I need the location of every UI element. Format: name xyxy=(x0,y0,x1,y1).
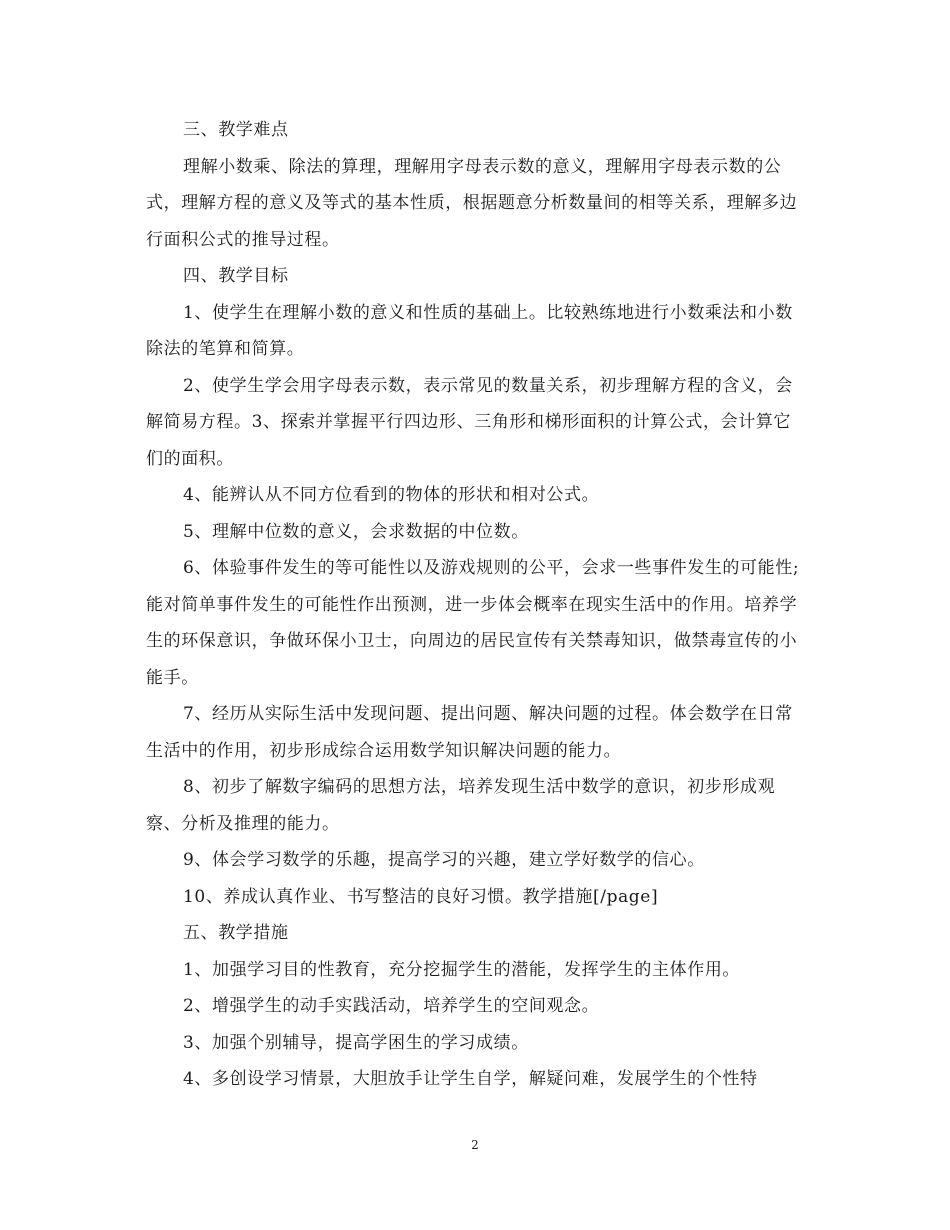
goal-item-4: 4、能辨认从不同方位看到的物体的形状和相对公式。 xyxy=(183,485,600,505)
goal-item-10: 10、养成认真作业、书写整洁的良好习惯。教学措施[/page] xyxy=(183,886,659,907)
goal-item-1: 1、使学生在理解小数的意义和性质的基础上。比较熟练地进行小数乘法和小数除法的笔算和简算。 xyxy=(146,302,793,359)
goal-item-7: 7、经历从实际生活中发现问题、提出问题、解决问题的过程。体会数学在日常生活中的作用，初步形成综合运用数学知识解决问题的能力。 xyxy=(146,704,793,761)
measure-item-3: 3、加强个别辅导，提高学困生的学习成绩。 xyxy=(183,1032,529,1053)
paragraph-difficulties-text: 理解小数乘、除法的算理，理解用字母表示数的意义，理解用字母表示数的公式，理解方程的意义及等式的基本性质，根据题意分析数量间的相等关系，理解多边行面积公式的推导过程。 xyxy=(146,156,798,250)
section-heading-teaching-measures: 五、教学措施 xyxy=(183,923,289,943)
measure-item-2: 2、增强学生的动手实践活动，培养学生的空间观念。 xyxy=(183,996,600,1016)
measure-item-4: 4、多创设学习情景，大胆放手让学生自学，解疑问难，发展学生的个性特 xyxy=(183,1069,758,1089)
goal-item-5: 5、理解中位数的意义，会求数据的中位数。 xyxy=(183,521,529,542)
page-number: 2 xyxy=(471,1138,479,1152)
section-heading-teaching-difficulties: 三、教学难点 xyxy=(183,120,289,140)
goal-item-6: 6、体验事件发生的等可能性以及游戏规则的公平，会求一些事件发生的可能性;能对简单事件发生的可能性作出预测，进一步体会概率在现实生活中的作用。培养学生的环保意识，争做环保小卫士，向周边的居民宣传有关禁毒知识，做禁毒宣传的小能手。 xyxy=(146,558,800,688)
goal-item-2-3: 2、使学生学会用字母表示数，表示常见的数量关系，初步理解方程的含义，会解简易方程。3、探索并掌握平行四边形、三角形和梯形面积的计算公式，会计算它们的面积。 xyxy=(146,375,793,469)
measure-item-1: 1、加强学习目的性教育，充分挖掘学生的潜能，发挥学生的主体作用。 xyxy=(183,959,741,980)
goal-item-8: 8、初步了解数字编码的思想方法，培养发现生活中数学的意识，初步形成观察、分析及推理的能力。 xyxy=(146,777,776,834)
section-heading-teaching-goals: 四、教学目标 xyxy=(183,266,289,286)
document-body xyxy=(146,112,806,1098)
goal-item-9: 9、体会学习数学的乐趣，提高学习的兴趣，建立学好数学的信心。 xyxy=(183,850,705,870)
